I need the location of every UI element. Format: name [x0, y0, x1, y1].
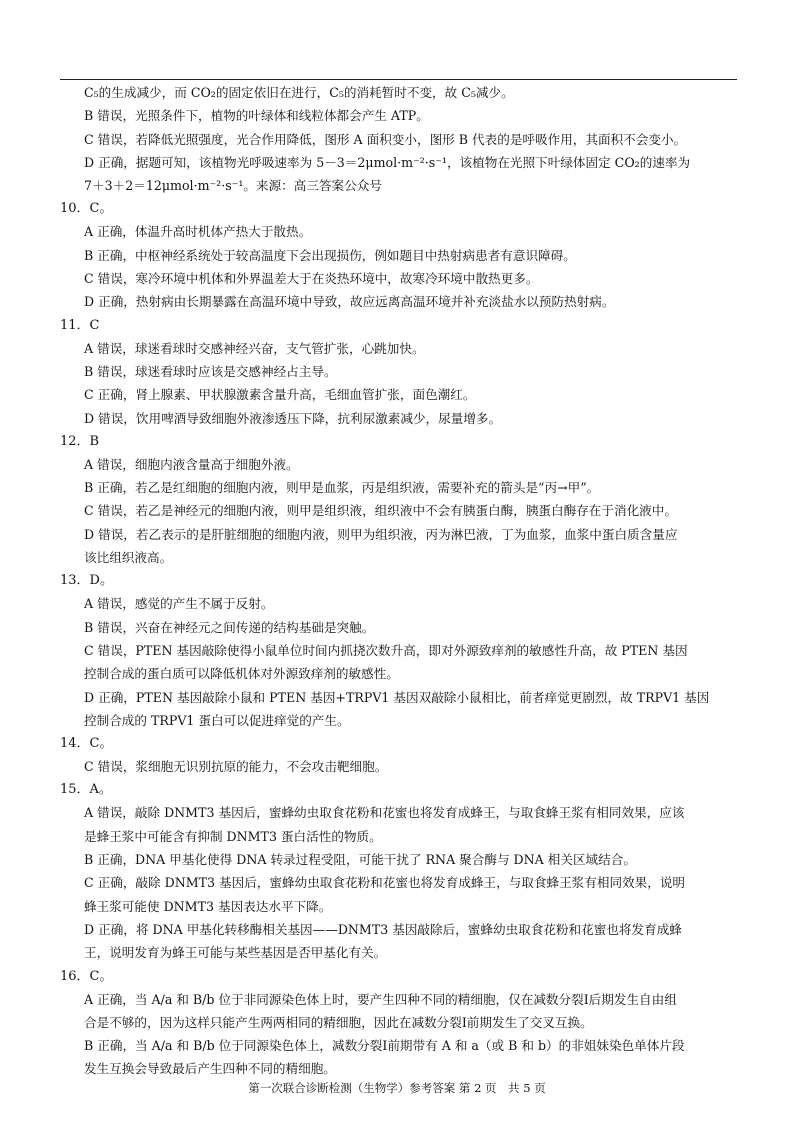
answer-block	[60, 778, 737, 964]
question-number: 16．C。	[60, 968, 113, 984]
answer-line: C 错误，若乙是神经元的细胞内液，则甲是组织液，组织液中不会有胰蛋白酶，胰蛋白酶存在于消化液中。	[84, 503, 677, 519]
answer-block	[60, 314, 737, 430]
question-number: 15．A。	[60, 782, 112, 798]
answer-line: 是蜂王浆中可能含有抑制 DNMT3 蛋白活性的物质。	[84, 828, 382, 844]
answer-line: B 正确，DNA 甲基化使得 DNA 转录过程受阻，可能干扰了 RNA 聚合酶与 DNA 相关区域结合。	[84, 852, 636, 868]
answer-line: D 正确，PTEN 基因敲除小鼠和 PTEN 基因+TRPV1 基因双敲除小鼠相比，前者痒觉更剧烈，故 TRPV1 基因	[84, 689, 710, 705]
question-number: 10．C。	[60, 201, 113, 217]
question-number: 14．C。	[60, 736, 113, 752]
answer-line: 发生互换会导致最后产生四种不同的精细胞。	[84, 1061, 336, 1077]
answer-content	[60, 81, 737, 1081]
header-rule	[60, 79, 737, 80]
answer-line: 该比组织液高。	[84, 550, 173, 566]
answer-line: 王，说明发育为蜂王可能与某些基因是否甲基化有关。	[84, 945, 387, 961]
answer-line: 7＋3＋2＝12μmol·m⁻²·s⁻¹。来源：高三答案公众号	[84, 178, 382, 194]
answer-line: B 错误，光照条件下，植物的叶绿体和线粒体都会产生 ATP。	[84, 108, 429, 124]
answer-line: A 错误，细胞内液含量高于细胞外液。	[84, 456, 299, 472]
answer-line: D 正确，据题可知，该植物光呼吸速率为 5－3＝2μmol·m⁻²·s⁻¹，该植物在光照下叶绿体固定 CO₂的速率为	[84, 154, 691, 170]
answer-line: C 正确，敲除 DNMT3 基因后，蜜蜂幼虫取食花粉和花蜜也将发育成蜂王，与取食蜂王浆有相同效果，说明	[84, 875, 686, 891]
answer-line: B 错误，兴奋在神经元之间传递的结构基础是突触。	[84, 619, 375, 635]
answer-line: D 正确，热射病由长期暴露在高温环境中导致，故应远离高温环境并补充淡盐水以预防热射病。	[84, 294, 615, 310]
answer-line: C 错误，寒冷环境中机体和外界温差大于在炎热环境中，故寒冷环境中散热更多。	[84, 271, 539, 287]
answer-block	[60, 81, 737, 197]
question-number: 12．B	[60, 433, 100, 449]
answer-block	[60, 430, 737, 569]
answer-line: B 正确，当 A/a 和 B/b 位于同源染色体上，减数分裂Ⅰ前期带有 A 和 a（或 B 和 b）的非姐妹染色单体片段	[84, 1038, 685, 1054]
answer-line: A 错误，敲除 DNMT3 基因后，蜜蜂幼虫取食花粉和花蜜也将发育成蜂王，与取食蜂王浆有相同效果，应该	[84, 805, 685, 821]
answer-line: B 正确，中枢神经系统处于较高温度下会出现损伤，例如题目中热射病患者有意识障碍。	[84, 247, 576, 263]
answer-block	[60, 965, 737, 1081]
answer-line: 蜂王浆可能使 DNMT3 基因表达水平下降。	[84, 898, 332, 914]
answer-line: 合是不够的，因为这样只能产生两两相同的精细胞，因此在减数分裂Ⅰ前期发生了交叉互换。	[84, 1014, 593, 1030]
answer-line: B 错误，球迷看球时应该是交感神经占主导。	[84, 363, 337, 379]
answer-line: D 正确，将 DNA 甲基化转移酶相关基因——DNMT3 基因敲除后，蜜蜂幼虫取食花粉和花蜜也将发育成蜂	[84, 921, 682, 937]
answer-block	[60, 569, 737, 732]
answer-line: C 错误，PTEN 基因敲除使得小鼠单位时间内抓挠次数升高，即对外源致痒剂的敏感性升高，故 PTEN 基因	[84, 642, 688, 658]
answer-line: A 错误，球迷看球时交感神经兴奋，支气管扩张，心跳加快。	[84, 340, 425, 356]
question-number: 11．C	[60, 317, 100, 333]
answer-line: D 错误，若乙表示的是肝脏细胞的细胞内液，则甲为组织液，丙为淋巴液，丁为血浆，血浆中蛋白质含量应	[84, 526, 678, 542]
answer-line: A 正确，体温升高时机体产热大于散热。	[84, 224, 312, 240]
answer-line: A 正确，当 A/a 和 B/b 位于非同源染色体上时，要产生四种不同的精细胞，仅在减数分裂Ⅰ后期发生自由组	[84, 991, 677, 1007]
answer-line: C 错误，浆细胞无识别抗原的能力，不会攻击靶细胞。	[84, 759, 388, 775]
answer-block	[60, 197, 737, 313]
answer-line: C 错误，若降低光照强度，光合作用降低，图形 A 面积变小，图形 B 代表的是呼吸作用，其面积不会变小。	[84, 131, 687, 147]
answer-line: 控制合成的蛋白质可以降低机体对外源致痒剂的敏感性。	[84, 666, 399, 682]
answer-block	[60, 732, 737, 778]
answer-line: B 正确，若乙是红细胞的细胞内液，则甲是血浆，丙是组织液，需要补充的箭头是“丙→甲”。	[84, 480, 600, 496]
answer-line: 控制合成的 TRPV1 蛋白可以促进痒觉的产生。	[84, 712, 350, 728]
page-footer: 第一次联合诊断检测（生物学）参考答案 第 2 页 共 5 页	[248, 1081, 546, 1095]
question-number: 13．D。	[60, 573, 113, 589]
answer-line: C₅的生成减少，而 CO₂的固定依旧在进行，C₅的消耗暂时不变，故 C₅减少。	[84, 85, 514, 100]
answer-line: A 错误，感觉的产生不属于反射。	[84, 596, 274, 612]
answer-line: C 正确，肾上腺素、甲状腺激素含量升高，毛细血管扩张，面色潮红。	[84, 387, 476, 403]
answer-line: D 错误，饮用啤酒导致细胞外液渗透压下降，抗利尿激素减少，尿量增多。	[84, 410, 502, 426]
